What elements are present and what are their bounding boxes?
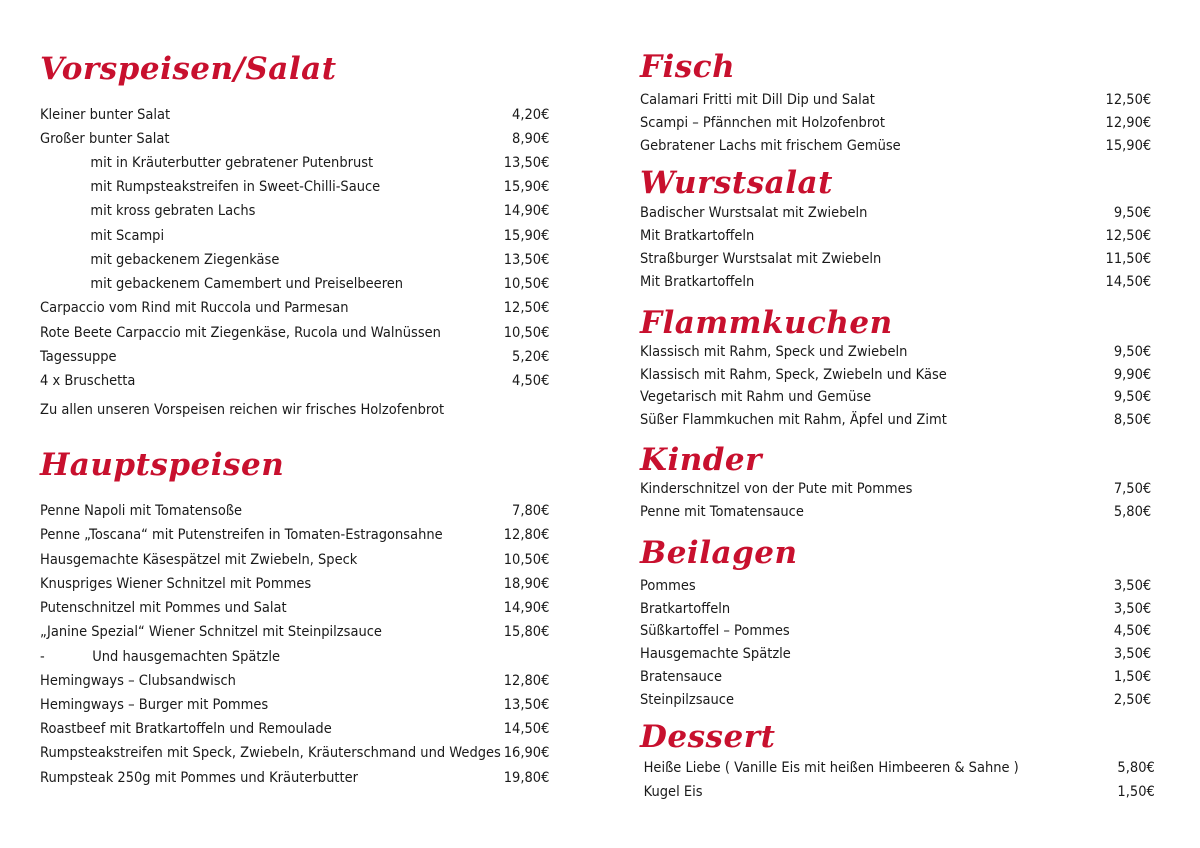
menu-item [40, 645, 549, 669]
menu-item [640, 111, 1151, 135]
menu-item [640, 780, 1155, 804]
item-price: 12,50€ [1105, 228, 1152, 244]
item-price: 10,50€ [503, 325, 550, 341]
item-name: mit kross gebraten Lachs [90, 203, 256, 219]
item-name: Hausgemachte Spätzle [640, 646, 791, 662]
item-price: 12,50€ [1105, 92, 1152, 108]
item-name [40, 649, 280, 665]
item-name: Hemingways – Burger mit Pommes [40, 697, 269, 713]
menu-item [40, 248, 549, 272]
section-title-wurstsalat: Wurstsalat [640, 165, 833, 201]
vorspeisen-note: Zu allen unseren Vorspeisen reichen wir frisches Holzofenbrot [40, 402, 445, 418]
menu-item [40, 127, 549, 151]
item-name: 4 x Bruschetta [40, 373, 136, 389]
section-title-hauptspeisen: Hauptspeisen [40, 447, 285, 483]
item-price: 14,50€ [1105, 274, 1152, 290]
menu-item [640, 88, 1151, 112]
item-name: Bratensauce [640, 669, 723, 685]
item-name: Straßburger Wurstsalat mit Zwiebeln [640, 251, 882, 267]
item-price: 15,80€ [503, 624, 550, 640]
menu-item [40, 369, 549, 393]
item-name: Kleiner bunter Salat [40, 107, 171, 123]
item-name: mit Rumpsteakstreifen in Sweet-Chilli-Sauce [90, 179, 381, 195]
section-title-dessert: Dessert [640, 719, 776, 755]
menu-item [40, 321, 549, 345]
menu-item [640, 665, 1151, 689]
item-price: 5,20€ [512, 349, 550, 365]
section-title-flammkuchen: Flammkuchen [640, 305, 893, 341]
item-name: Kugel Eis [643, 784, 703, 800]
item-name: Scampi – Pfännchen mit Holzofenbrot [640, 115, 886, 131]
item-name-text: Und hausgemachten Spätzle [92, 649, 281, 665]
menu-item [640, 756, 1155, 780]
item-price: 4,20€ [512, 107, 550, 123]
item-price: 2,50€ [1113, 692, 1152, 708]
menu-item [640, 134, 1151, 158]
item-price: 13,50€ [503, 697, 550, 713]
item-price: 10,50€ [503, 276, 550, 292]
item-price: 5,80€ [1113, 504, 1152, 520]
item-price: 7,50€ [1113, 481, 1152, 497]
menu-item [640, 363, 1151, 387]
menu-item [640, 385, 1151, 409]
item-price: 5,80€ [1117, 760, 1155, 776]
item-name: Calamari Fritti mit Dill Dip und Salat [640, 92, 875, 108]
menu-item [640, 201, 1151, 225]
item-price: 15,90€ [1105, 138, 1152, 154]
menu-item [40, 741, 549, 765]
item-name: mit Scampi [90, 228, 165, 244]
item-name: Vegetarisch mit Rahm und Gemüse [640, 389, 872, 405]
item-price: 19,80€ [503, 770, 550, 786]
item-name: Bratkartoffeln [640, 601, 731, 617]
menu-item [640, 340, 1151, 364]
item-name: Hausgemachte Käsespätzel mit Zwiebeln, Speck [40, 552, 358, 568]
menu-item [40, 523, 549, 547]
menu-item [640, 500, 1151, 524]
item-price: 8,50€ [1113, 412, 1152, 428]
item-price: 16,90€ [503, 745, 550, 761]
item-name: Rumpsteak 250g mit Pommes und Kräuterbutter [40, 770, 358, 786]
menu-item [640, 642, 1151, 666]
menu-item [40, 766, 549, 790]
section-title-beilagen: Beilagen [640, 535, 798, 571]
menu-item [40, 693, 549, 717]
item-price: 3,50€ [1113, 578, 1152, 594]
item-name: Roastbeef mit Bratkartoffeln und Remoulade [40, 721, 332, 737]
item-price: 11,50€ [1105, 251, 1152, 267]
item-price: 12,80€ [503, 673, 550, 689]
menu-item [40, 717, 549, 741]
menu-item [40, 620, 549, 644]
item-price: 12,50€ [503, 300, 550, 316]
item-name: „Janine Spezial“ Wiener Schnitzel mit Steinpilzsauce [40, 624, 382, 640]
menu-item [40, 199, 549, 223]
menu-item [40, 548, 549, 572]
item-name: Penne „Toscana“ mit Putenstreifen in Tomaten-Estragonsahne [40, 527, 443, 543]
menu-item [640, 688, 1151, 712]
menu-item [40, 224, 549, 248]
item-price: 9,90€ [1113, 367, 1152, 383]
item-name: Hemingways – Clubsandwisch [40, 673, 236, 689]
menu-item [640, 574, 1151, 598]
item-price: 9,50€ [1113, 389, 1152, 405]
item-price: 15,90€ [503, 228, 550, 244]
item-name: Rumpsteakstreifen mit Speck, Zwiebeln, Kräuterschmand und Wedges [40, 745, 501, 761]
menu-item [40, 596, 549, 620]
item-price: 7,80€ [512, 503, 550, 519]
item-name: Gebratener Lachs mit frischem Gemüse [640, 138, 901, 154]
item-name: Süßkartoffel – Pommes [640, 623, 790, 639]
menu-item [40, 151, 549, 175]
menu-item [40, 175, 549, 199]
item-name: Tagessuppe [40, 349, 117, 365]
menu-item [40, 499, 549, 523]
item-name: Klassisch mit Rahm, Speck, Zwiebeln und Käse [640, 367, 947, 383]
item-name: Kinderschnitzel von der Pute mit Pommes [640, 481, 913, 497]
item-price: 12,90€ [1105, 115, 1152, 131]
item-price: 18,90€ [503, 576, 550, 592]
menu-item [640, 597, 1151, 621]
item-name: mit gebackenem Ziegenkäse [90, 252, 280, 268]
item-price: 3,50€ [1113, 646, 1152, 662]
item-price: 1,50€ [1113, 669, 1152, 685]
item-price: 14,90€ [503, 203, 550, 219]
item-name: Mit Bratkartoffeln [640, 274, 755, 290]
item-name: Heiße Liebe ( Vanille Eis mit heißen Himbeeren & Sahne ) [643, 760, 1019, 776]
section-title-kinder: Kinder [640, 442, 762, 478]
item-name: Süßer Flammkuchen mit Rahm, Äpfel und Zimt [640, 412, 947, 428]
menu-item [640, 477, 1151, 501]
item-name: Rote Beete Carpaccio mit Ziegenkäse, Rucola und Walnüssen [40, 325, 441, 341]
item-name: Klassisch mit Rahm, Speck und Zwiebeln [640, 344, 908, 360]
menu-item [40, 669, 549, 693]
item-price: 1,50€ [1117, 784, 1155, 800]
item-price: 4,50€ [1113, 623, 1152, 639]
item-price: 9,50€ [1113, 205, 1152, 221]
item-price: 14,50€ [503, 721, 550, 737]
item-price: 15,90€ [503, 179, 550, 195]
item-price: 8,90€ [512, 131, 550, 147]
item-name: Penne Napoli mit Tomatensoße [40, 503, 243, 519]
section-title-fisch: Fisch [640, 49, 736, 85]
item-price: 9,50€ [1113, 344, 1152, 360]
menu-item [640, 619, 1151, 643]
menu-item [40, 296, 549, 320]
menu-item [640, 408, 1151, 432]
dash-marker: - [40, 649, 45, 665]
item-price: 13,50€ [503, 155, 550, 171]
item-price: 13,50€ [503, 252, 550, 268]
item-name: Großer bunter Salat [40, 131, 170, 147]
item-name: mit in Kräuterbutter gebratener Putenbrust [90, 155, 374, 171]
item-name: Knuspriges Wiener Schnitzel mit Pommes [40, 576, 312, 592]
item-price: 14,90€ [503, 600, 550, 616]
menu-item [40, 272, 549, 296]
item-name: mit gebackenem Camembert und Preiselbeeren [90, 276, 404, 292]
item-name: Steinpilzsauce [640, 692, 734, 708]
menu-item [40, 345, 549, 369]
menu-item [640, 270, 1151, 294]
menu-item [640, 247, 1151, 271]
section-title-vorspeisen: Vorspeisen/Salat [40, 51, 337, 87]
item-name: Penne mit Tomatensauce [640, 504, 804, 520]
item-name: Pommes [640, 578, 696, 594]
item-price: 3,50€ [1113, 601, 1152, 617]
item-price: 4,50€ [512, 373, 550, 389]
item-name: Mit Bratkartoffeln [640, 228, 755, 244]
item-price: 12,80€ [503, 527, 550, 543]
menu-item [640, 224, 1151, 248]
item-name: Badischer Wurstsalat mit Zwiebeln [640, 205, 868, 221]
item-name: Carpaccio vom Rind mit Ruccola und Parmesan [40, 300, 349, 316]
menu-item [40, 572, 549, 596]
item-price: 10,50€ [503, 552, 550, 568]
item-name: Putenschnitzel mit Pommes und Salat [40, 600, 287, 616]
menu-item [40, 103, 549, 127]
